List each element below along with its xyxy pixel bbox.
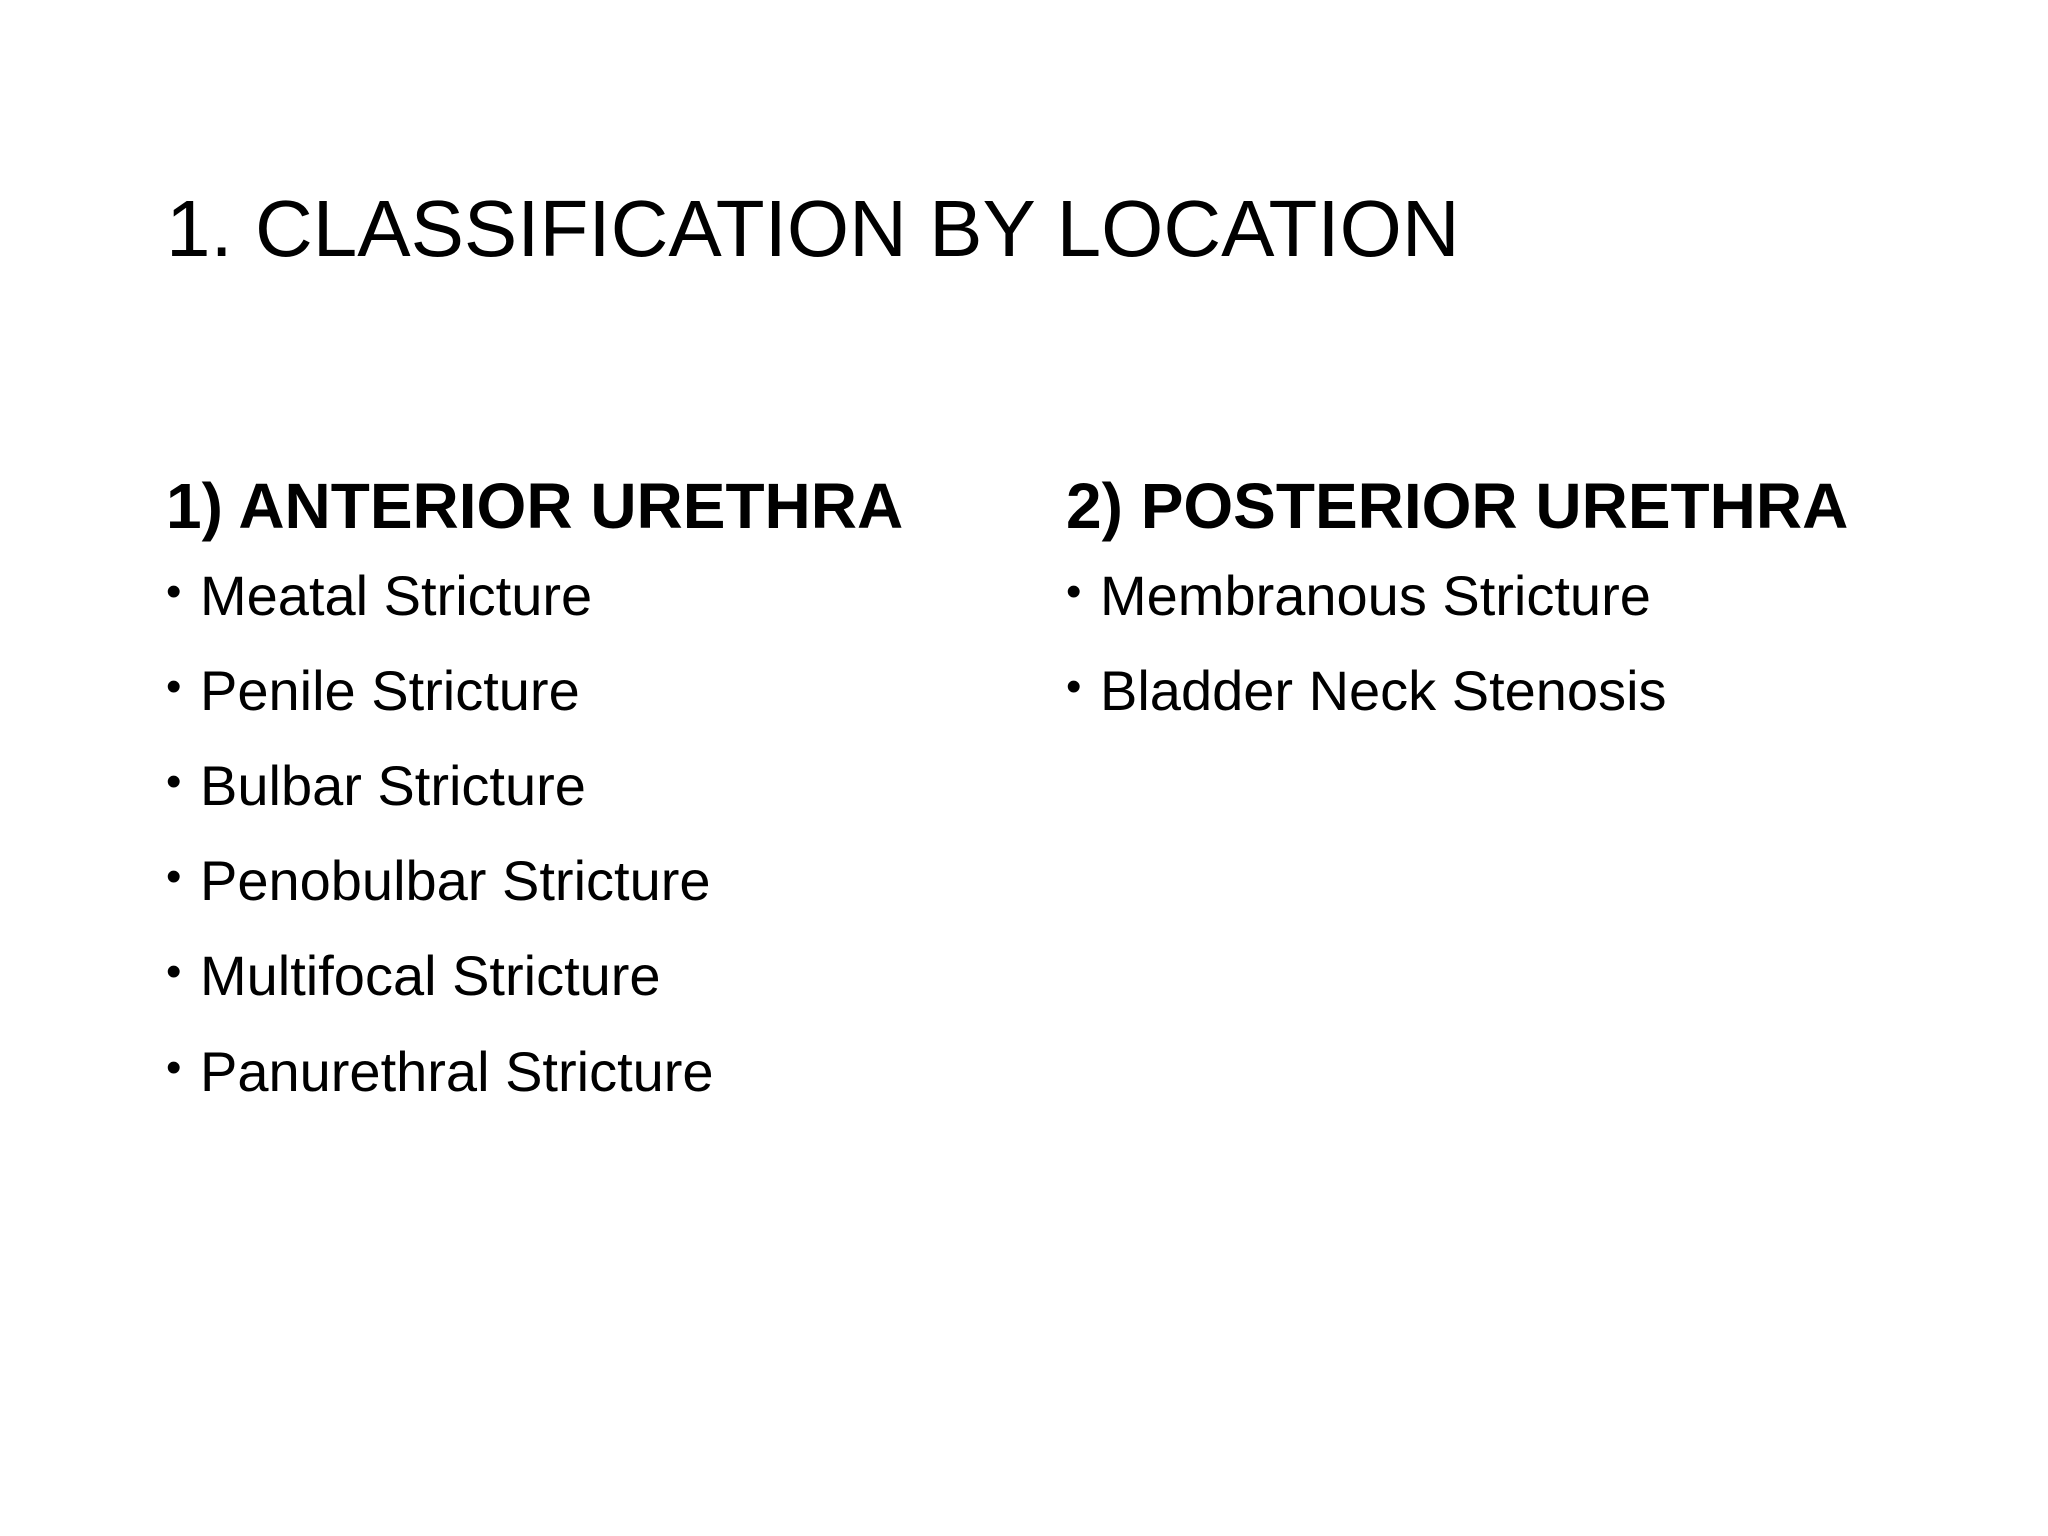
list-item-label: Penile Stricture <box>200 658 580 722</box>
list-item-label: Penobulbar Stricture <box>200 849 711 913</box>
bullet-icon: • <box>1066 661 1082 711</box>
bullet-icon: • <box>166 947 182 997</box>
posterior-stricture-list <box>1066 562 1966 724</box>
anterior-urethra-column <box>166 470 1046 1133</box>
anterior-stricture-list <box>166 562 1046 1105</box>
slide-title: 1. CLASSIFICATION BY LOCATION <box>166 184 1460 273</box>
bullet-icon: • <box>166 852 182 902</box>
list-item-label: Panurethral Stricture <box>200 1039 714 1103</box>
list-item-label: Bulbar Stricture <box>200 753 586 817</box>
bullet-icon: • <box>166 566 182 616</box>
list-item <box>166 1038 1046 1105</box>
list-item-label: Meatal Stricture <box>200 563 593 627</box>
bullet-icon: • <box>166 661 182 711</box>
list-item-label: Membranous Stricture <box>1100 563 1651 627</box>
posterior-urethra-heading: 2) POSTERIOR URETHRA <box>1066 470 1849 542</box>
list-item <box>166 562 1046 629</box>
posterior-urethra-column <box>1066 470 1966 752</box>
anterior-urethra-heading: 1) ANTERIOR URETHRA <box>166 470 904 542</box>
bullet-icon: • <box>166 756 182 806</box>
list-item <box>166 752 1046 819</box>
list-item <box>1066 657 1966 724</box>
bullet-icon: • <box>166 1042 182 1092</box>
list-item <box>166 657 1046 724</box>
list-item <box>166 847 1046 914</box>
list-item-label: Multifocal Stricture <box>200 944 661 1008</box>
list-item-label: Bladder Neck Stenosis <box>1100 658 1667 722</box>
list-item <box>166 942 1046 1009</box>
bullet-icon: • <box>1066 566 1082 616</box>
list-item <box>1066 562 1966 629</box>
